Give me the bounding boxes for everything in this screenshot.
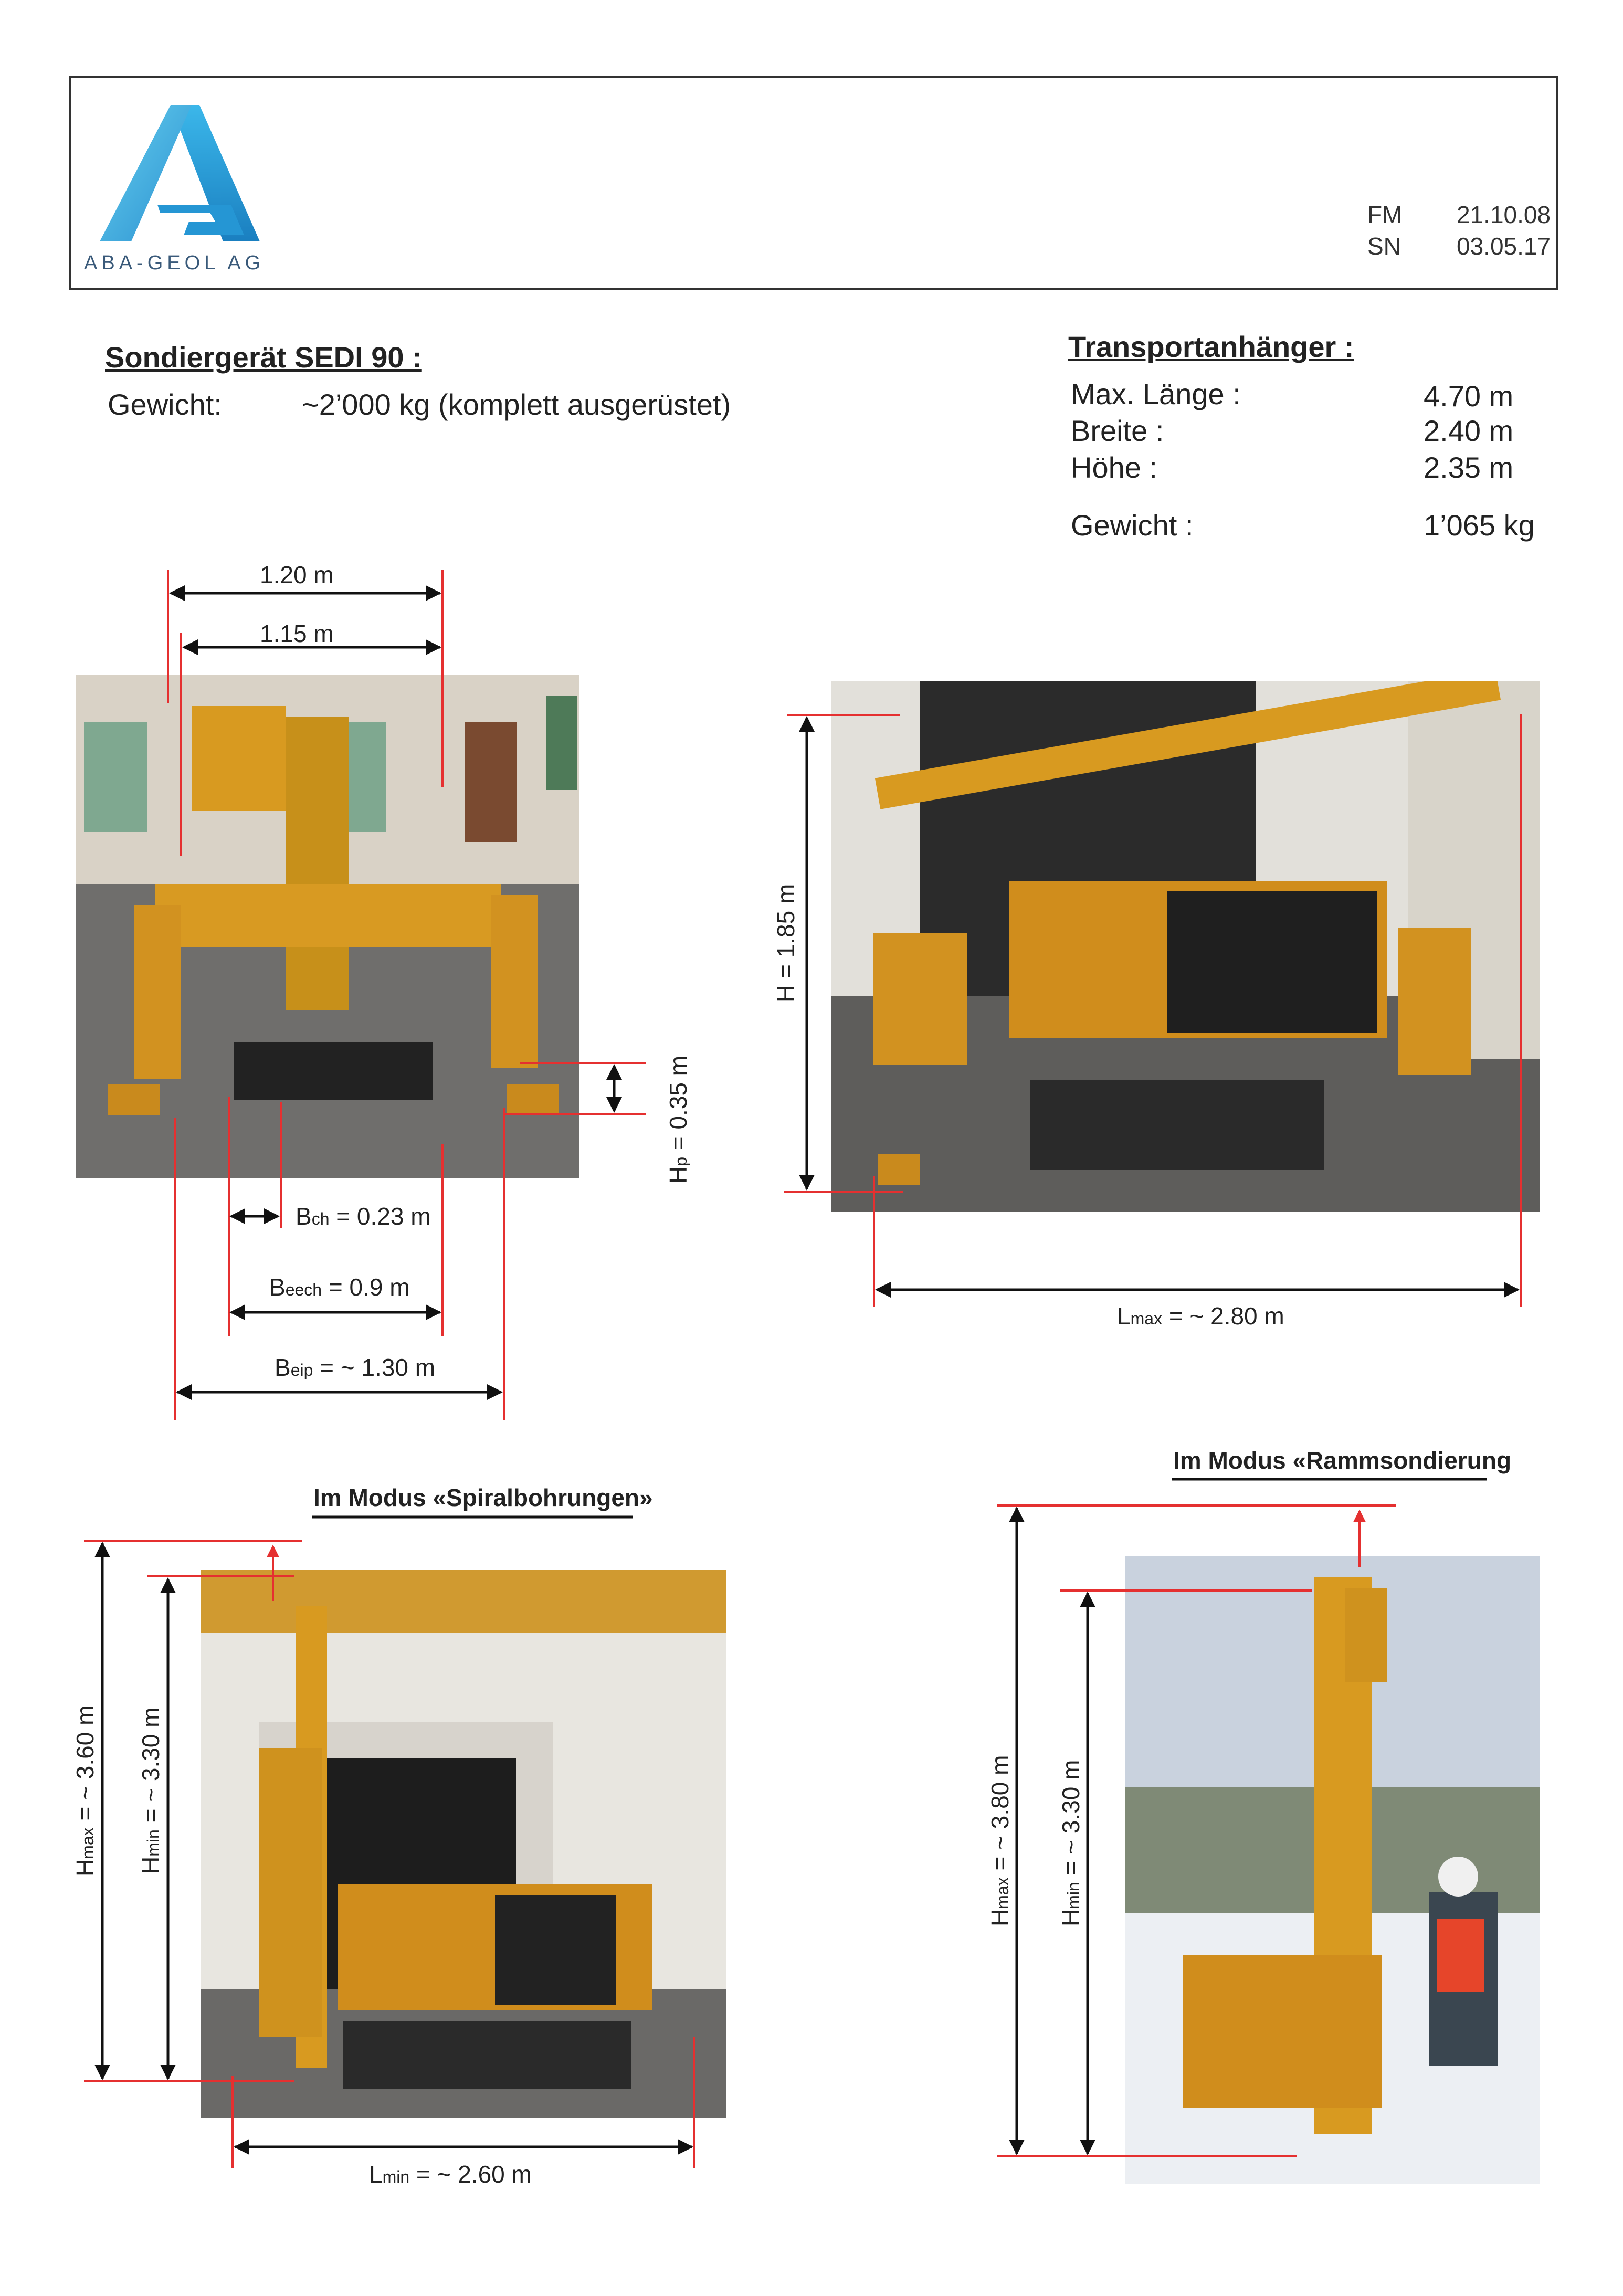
dim-bch-value: = 0.23 m — [329, 1203, 431, 1230]
dim-spiral-hmin-value: = ~ 3.30 m — [137, 1707, 164, 1830]
dim-lmax-sub: max — [1130, 1309, 1163, 1328]
trailer-length-value: 4.70 m — [1424, 380, 1514, 413]
dim-bch — [296, 1202, 431, 1230]
dim-side-h: H = 1.85 m — [772, 883, 799, 1003]
dim-lmin — [369, 2160, 532, 2188]
dim-lmax — [1117, 1302, 1284, 1330]
dim-ramm-hmin-value: = ~ 3.30 m — [1057, 1760, 1084, 1882]
device-weight-value: ~2’000 kg (komplett ausgerüstet) — [302, 388, 731, 421]
trailer-height-label: Höhe : — [1071, 451, 1157, 484]
device-title: Sondiergerät SEDI 90 : — [105, 341, 422, 374]
trailer-width-value: 2.40 m — [1424, 414, 1514, 447]
trailer-height-value: 2.35 m — [1424, 451, 1514, 484]
dim-lmax-main: L — [1117, 1302, 1131, 1330]
trailer-title: Transportanhänger : — [1068, 330, 1354, 363]
dim-ramm-hmin — [1057, 1760, 1085, 1927]
dim-beip-main: B — [275, 1354, 291, 1381]
sn-label: SN — [1367, 233, 1401, 260]
sn-date: 03.05.17 — [1457, 233, 1551, 260]
company-name: ABA-GEOL AG — [84, 252, 265, 274]
dim-hp-main: H — [665, 1166, 692, 1184]
dim-spiral-hmax — [71, 1705, 99, 1877]
dim-lmin-value: = ~ 2.60 m — [409, 2161, 532, 2188]
device-weight-label: Gewicht: — [108, 388, 222, 421]
dim-front-width-120: 1.20 m — [260, 561, 334, 588]
dim-bch-sub: ch — [311, 1209, 330, 1228]
dim-lmin-sub: min — [382, 2167, 410, 2186]
dim-hp-sub: p — [671, 1156, 690, 1166]
dim-ramm-hmin-sub: min — [1064, 1882, 1083, 1909]
dim-beech-main: B — [269, 1273, 286, 1301]
dim-bch-main: B — [296, 1203, 312, 1230]
dim-beech-value: = 0.9 m — [322, 1273, 410, 1301]
trailer-length-label: Max. Länge : — [1071, 377, 1241, 410]
dim-front-width-115: 1.15 m — [260, 620, 334, 647]
dim-spiral-hmax-sub: max — [78, 1827, 97, 1859]
ramm-title: Im Modus «Rammsondierung — [1173, 1447, 1512, 1474]
fm-date: 21.10.08 — [1457, 201, 1551, 228]
dim-lmax-value: = ~ 2.80 m — [1162, 1302, 1284, 1330]
dim-beip-value: = ~ 1.30 m — [313, 1354, 436, 1381]
dim-ramm-hmax-main: H — [986, 1909, 1014, 1926]
dim-spiral-hmax-value: = ~ 3.60 m — [71, 1705, 99, 1828]
trailer-weight-label: Gewicht : — [1071, 509, 1194, 542]
dim-hp — [664, 1056, 692, 1184]
dim-hp-value: = 0.35 m — [665, 1055, 692, 1157]
dim-ramm-hmax-value: = ~ 3.80 m — [986, 1755, 1014, 1878]
dim-beip — [275, 1353, 435, 1382]
dim-beech-sub: eech — [285, 1280, 322, 1299]
fm-label: FM — [1367, 201, 1403, 228]
trailer-width-label: Breite : — [1071, 414, 1164, 447]
dim-spiral-hmin-sub: min — [144, 1829, 163, 1857]
dim-beip-sub: eip — [290, 1361, 313, 1379]
spiral-title: Im Modus «Spiralbohrungen» — [313, 1484, 653, 1511]
dim-spiral-hmin — [136, 1708, 165, 1874]
dim-ramm-hmin-main: H — [1057, 1909, 1084, 1926]
dim-spiral-hmax-main: H — [71, 1859, 99, 1877]
dim-spiral-hmin-main: H — [137, 1856, 164, 1874]
dim-ramm-hmax-sub: max — [993, 1877, 1012, 1909]
dim-lmin-main: L — [369, 2161, 383, 2188]
dim-beech — [269, 1273, 410, 1301]
dim-ramm-hmax — [986, 1755, 1014, 1926]
trailer-weight-value: 1’065 kg — [1424, 509, 1535, 542]
